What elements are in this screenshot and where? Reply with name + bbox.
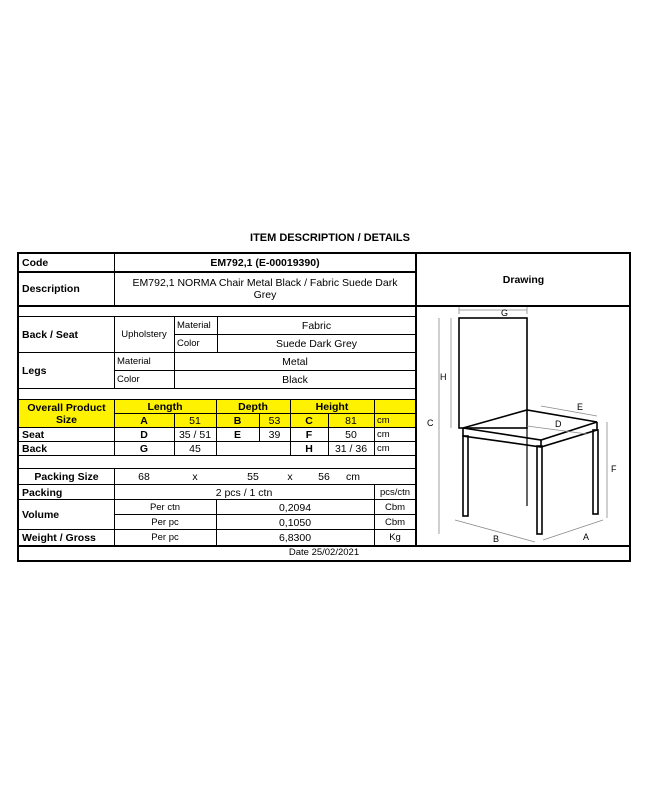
volume-per-pc-unit: Cbm xyxy=(384,516,406,528)
dim-d-value: 35 / 51 xyxy=(178,429,212,441)
volume-per-pc-value: 0,1050 xyxy=(278,516,312,529)
dim-c-value: 81 xyxy=(345,415,357,427)
legs-color: Black xyxy=(282,374,308,386)
overall-unit: cm xyxy=(377,415,390,426)
length-header: Length xyxy=(147,401,183,413)
back-seat-color: Suede Dark Grey xyxy=(275,338,358,350)
packing-unit-label: pcs/ctn xyxy=(379,486,411,498)
height-header: Height xyxy=(315,401,349,413)
back-seat-material: Fabric xyxy=(301,320,332,332)
packing-x-2: x xyxy=(287,471,293,483)
packing-unit: cm xyxy=(346,471,360,483)
drawing-letter-g: G xyxy=(501,308,509,318)
volume-label: Volume xyxy=(22,509,60,521)
weight-value: 6,8300 xyxy=(278,532,312,544)
packing-value: 2 pcs / 1 ctn xyxy=(215,486,273,499)
dim-b-value: 53 xyxy=(268,415,281,427)
weight-per-pc-label: Per pc xyxy=(151,532,179,543)
page-title: ITEM DESCRIPTION / DETAILS xyxy=(250,232,410,244)
packing-x-1: x xyxy=(192,471,198,483)
volume-per-ctn-unit: Cbm xyxy=(384,501,406,513)
drawing-letter-h: H xyxy=(440,372,447,382)
dim-c-letter: C xyxy=(305,415,313,427)
legs-material-label: Material xyxy=(117,356,151,367)
dim-g-letter: G xyxy=(139,443,149,455)
description-line-1: EM792,1 NORMA Chair Metal Black / Fabric Suede Dark xyxy=(132,277,398,289)
dim-d-letter: D xyxy=(140,429,148,441)
dim-g-value: 45 xyxy=(189,443,201,455)
dim-e-value: 39 xyxy=(268,429,281,441)
back-seat-material-label: Material xyxy=(177,320,211,331)
upholstery-label: Upholstery xyxy=(121,329,167,340)
depth-header: Depth xyxy=(238,401,268,413)
chair-leg-back-right xyxy=(593,430,598,514)
drawing-letter-b: B xyxy=(493,534,500,544)
dim-a-letter: A xyxy=(140,415,148,427)
drawing-letter-f: F xyxy=(611,464,617,474)
description-label: Description xyxy=(22,283,80,295)
code-value: EM792,1 (E-00019390) xyxy=(210,257,320,269)
chair-drawing xyxy=(417,306,629,545)
back-seat-color-label: Color xyxy=(177,338,200,349)
packing-height: 56 xyxy=(318,471,330,483)
back-label: Back xyxy=(22,443,48,455)
dim-h-letter: H xyxy=(305,443,313,455)
overall-label-line-1: Overall Product xyxy=(27,402,106,414)
volume-per-ctn-value: 0,2094 xyxy=(278,501,312,514)
dim-h-value: 31 / 36 xyxy=(334,443,368,455)
volume-per-ctn-label: Per ctn xyxy=(149,501,181,513)
dim-a-value: 51 xyxy=(189,415,201,427)
drawing-letter-e: E xyxy=(577,402,584,412)
dim-e-letter: E xyxy=(233,429,241,441)
weight-label: Weight / Gross xyxy=(22,532,96,544)
overall-label-line-2: Size xyxy=(55,414,77,426)
volume-per-pc-label: Per pc xyxy=(151,516,179,528)
overall-size-label xyxy=(19,400,114,428)
legs-label: Legs xyxy=(22,365,47,377)
chair-leg-front-left xyxy=(463,436,468,516)
chair-leg-front-right xyxy=(537,446,542,534)
drawing-letter-d: D xyxy=(555,419,562,429)
dim-b-letter: B xyxy=(233,415,242,427)
chair-seat-edge xyxy=(463,422,597,447)
date-footer: Date 25/02/2021 xyxy=(288,547,360,558)
description-line-2: Grey xyxy=(253,289,277,301)
code-label: Code xyxy=(22,257,49,269)
dim-f-value: 50 xyxy=(345,429,357,441)
weight-unit: Kg xyxy=(389,532,401,543)
back-seat-label: Back / Seat xyxy=(22,329,79,341)
dim-f-letter: F xyxy=(305,429,313,441)
packing-size-label: Packing Size xyxy=(34,471,99,483)
drawing-letter-c: C xyxy=(427,418,434,428)
description-value xyxy=(114,272,416,306)
spec-sheet xyxy=(17,252,631,562)
drawing-letter-a: A xyxy=(583,532,590,542)
drawing-label: Drawing xyxy=(502,274,545,286)
chair-backrest xyxy=(459,318,527,428)
legs-color-label: Color xyxy=(117,374,140,385)
packing-width: 55 xyxy=(247,471,259,483)
seat-label: Seat xyxy=(22,429,45,441)
seat-unit: cm xyxy=(377,429,390,440)
packing-label: Packing xyxy=(22,486,63,499)
back-unit: cm xyxy=(377,443,390,454)
legs-material: Metal xyxy=(282,356,308,368)
packing-length: 68 xyxy=(138,471,150,483)
